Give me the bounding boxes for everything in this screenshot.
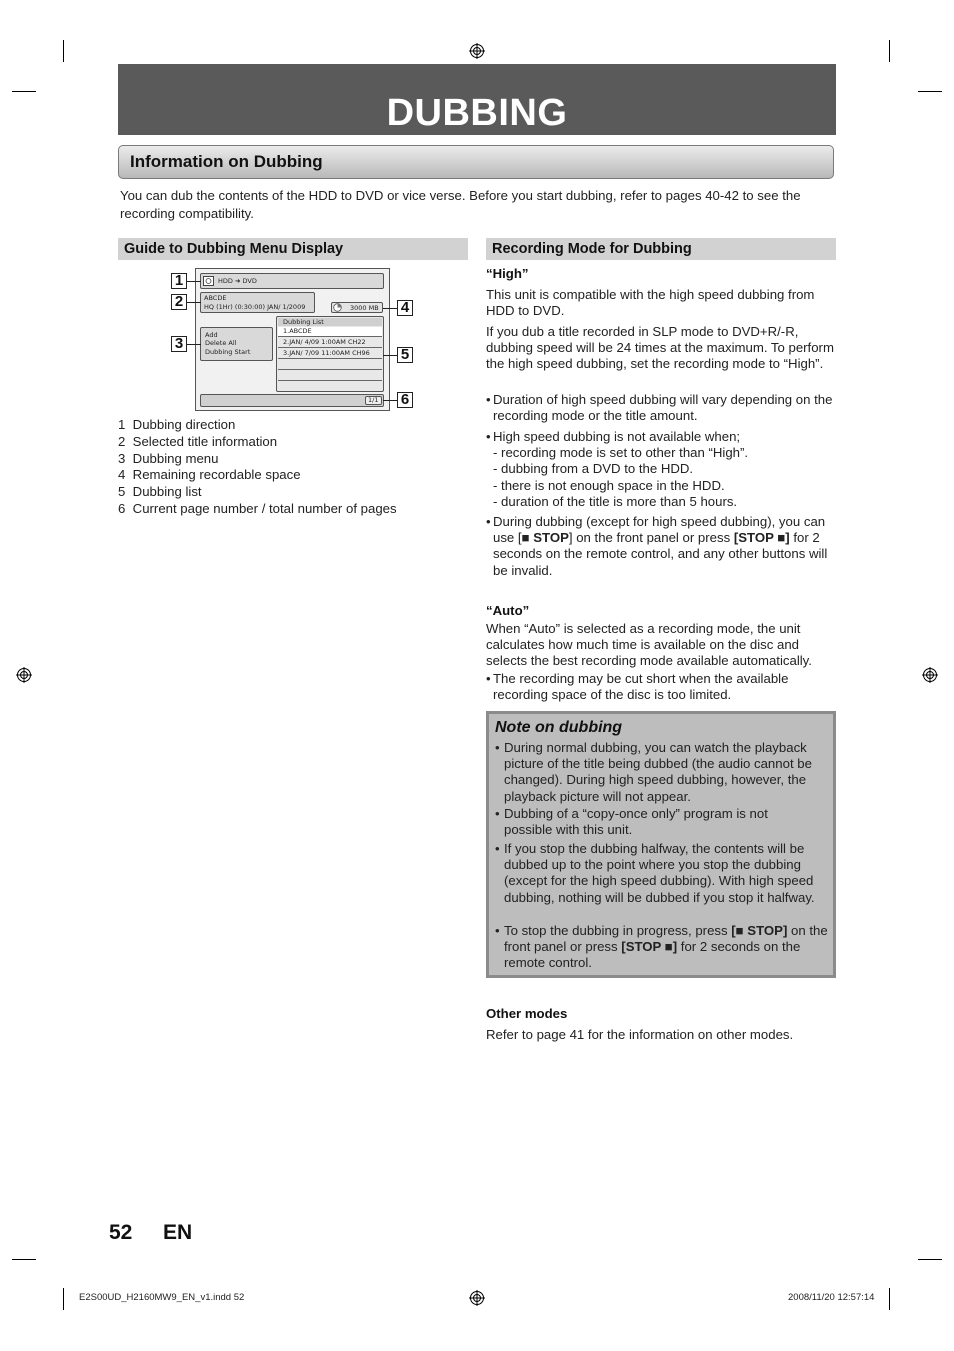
note-item-1: During normal dubbing, you can watch the playback picture of the title being dubbed (the audio cannot be changed). During high speed dubbing, however, the playback picture will not appear. — [504, 740, 812, 804]
other-modes-text: Refer to page 41 for the information on other modes. — [486, 1027, 794, 1042]
direction-text: HDD ➜ DVD — [218, 277, 257, 285]
legend-text: Selected title information — [132, 433, 278, 449]
high-p1: This unit is compatible with the high speed dubbing from HDD to DVD. — [486, 287, 815, 319]
footer-timestamp: 2008/11/20 12:57:14 — [788, 1292, 875, 1303]
note-item-2: Dubbing of a “copy-once only” program is not possible with this unit. — [504, 806, 768, 838]
bullet-dot: • — [486, 671, 491, 686]
text-run: ] on the front panel or press — [568, 530, 734, 546]
legend-text: Dubbing menu — [132, 450, 219, 466]
callout-line — [187, 281, 201, 282]
list-row-text: 3.JAN/ 7/09 11:00AM CH96 — [283, 349, 370, 357]
list-row-text: 1.ABCDE — [283, 327, 312, 335]
page-title: DUBBING — [386, 92, 568, 134]
high-bullet-2 — [493, 429, 836, 510]
language-code: EN — [163, 1221, 193, 1244]
bullet-dot: • — [495, 806, 500, 821]
legend-num: 6 — [118, 500, 126, 516]
list-row — [278, 360, 382, 370]
crop-mark — [12, 91, 36, 92]
legend-num: 2 — [118, 433, 126, 449]
text-run: for 2 seconds on the remote control, and any other buttons will be invalid. — [493, 530, 828, 578]
high-bullet-1: Duration of high speed dubbing will vary depending on the recording mode or the title amount. — [493, 392, 833, 424]
list-header: Dubbing List — [283, 318, 324, 326]
crop-mark — [918, 1259, 942, 1260]
callout-1: 1 — [171, 273, 187, 289]
registration-mark-icon — [469, 1290, 485, 1306]
legend-item — [118, 484, 463, 501]
callout-5: 5 — [397, 347, 413, 363]
menu-item-delete-all: Delete All — [205, 339, 237, 347]
stop-button-label: [STOP ■] — [733, 530, 790, 546]
bullet-dot: • — [486, 429, 491, 444]
page-number: 52 — [109, 1221, 133, 1244]
high-bullet-2-sub: - duration of the title is more than 5 hours. — [493, 493, 738, 509]
crop-mark — [63, 1288, 64, 1310]
guide-heading: Guide to Dubbing Menu Display — [124, 241, 344, 257]
crop-mark — [889, 1288, 890, 1310]
other-modes-label: Other modes — [486, 1006, 568, 1021]
stop-button-label: [STOP ■] — [621, 939, 678, 955]
hdd-space-icon — [333, 303, 342, 312]
legend-item — [118, 434, 463, 451]
disc-icon — [203, 276, 214, 286]
bullet-dot: • — [495, 740, 500, 755]
legend-num: 3 — [118, 450, 126, 466]
list-row-text: 2.JAN/ 4/09 1:00AM CH22 — [283, 338, 366, 346]
recording-heading: Recording Mode for Dubbing — [492, 241, 692, 257]
note-item-3: If you stop the dubbing halfway, the contents will be dubbed up to the point where you stop the dubbing (except for the high speed dubbing). With high speed dubbing, nothing will be dubbed if you stop it halfway. — [504, 841, 815, 905]
text-run: During dubbing (except for high speed dubbing), you can use [ — [493, 514, 826, 546]
high-bullet-3 — [493, 514, 836, 579]
section-title: Information on Dubbing — [130, 152, 323, 171]
list-row — [278, 382, 382, 390]
crop-mark — [918, 91, 942, 92]
high-p2: If you dub a title recorded in SLP mode to DVD+R/-R, dubbing speed will be 24 times at the maximum. To perform the high speed dubbing, set the recording mode to “High”. — [486, 324, 834, 372]
callout-line — [187, 302, 201, 303]
high-bullet-2-sub: - dubbing from a DVD to the HDD. — [493, 461, 694, 477]
registration-mark-icon — [469, 43, 485, 59]
legend-num: 5 — [118, 484, 126, 500]
page-indicator: 1/1 — [368, 396, 379, 404]
title-name: ABCDE — [204, 294, 227, 302]
legend-item — [118, 501, 463, 518]
menu-item-dubbing-start: Dubbing Start — [205, 348, 251, 356]
auto-bullet-1: The recording may be cut short when the available recording space of the disc is too limited. — [493, 671, 789, 703]
high-bullet-2-sub: - recording mode is set to other than “High”. — [493, 445, 749, 461]
callout-line — [187, 344, 201, 345]
stop-button-label: [■ STOP] — [731, 923, 788, 938]
callout-6: 6 — [397, 392, 413, 408]
legend-item — [118, 467, 463, 484]
crop-mark — [63, 40, 64, 62]
high-bullet-2-sub: - there is not enough space in the HDD. — [493, 477, 725, 493]
text-run: for 2 seconds on the remote control. — [504, 939, 801, 971]
remaining-space: 3000 MB — [350, 304, 379, 312]
legend-num: 1 — [118, 417, 126, 432]
crop-mark — [12, 1259, 36, 1260]
callout-line — [383, 355, 397, 356]
legend-item — [118, 417, 463, 434]
list-row — [278, 371, 382, 381]
high-bullet-2-lead: High speed dubbing is not available when; — [493, 429, 741, 444]
callout-line — [383, 400, 397, 401]
intro-paragraph: You can dub the contents of the HDD to DVD or vice verse. Before you start dubbing, refer to pages 40-42 to see the recording compatibility. — [120, 188, 801, 221]
text-run: To stop the dubbing in progress, press — [504, 923, 732, 938]
menu-item-add: Add — [205, 331, 218, 339]
page-bar — [200, 394, 384, 407]
legend-text: Dubbing list — [132, 484, 202, 500]
legend-text: Current page number / total number of pages — [132, 500, 397, 516]
bullet-dot: • — [486, 514, 491, 529]
bullet-dot: • — [495, 841, 500, 856]
auto-label: “Auto” — [486, 603, 530, 618]
auto-p1: When “Auto” is selected as a recording mode, the unit calculates how much time is available on the disc and selects the best recording mode available automatically. — [486, 621, 812, 669]
legend-text: Dubbing direction — [132, 417, 236, 432]
callout-2: 2 — [171, 294, 187, 310]
bullet-dot: • — [486, 392, 491, 407]
title-info: HQ (1Hr) (0:30:00) JAN/ 1/2009 — [204, 303, 306, 311]
note-title: Note on dubbing — [495, 719, 623, 736]
callout-3: 3 — [171, 336, 187, 352]
callout-line — [383, 308, 397, 309]
crop-mark — [889, 40, 890, 62]
registration-mark-icon — [922, 667, 938, 683]
text-run: on the front panel or press — [504, 923, 828, 955]
stop-button-label: ■ STOP — [521, 530, 569, 546]
legend-item — [118, 451, 463, 468]
registration-mark-icon — [16, 667, 32, 683]
high-label: “High” — [486, 266, 529, 281]
footer-file: E2S00UD_H2160MW9_EN_v1.indd 52 — [79, 1292, 245, 1303]
legend-text: Remaining recordable space — [132, 467, 301, 483]
callout-4: 4 — [397, 300, 413, 316]
note-item-4 — [504, 923, 830, 972]
bullet-dot: • — [495, 923, 500, 938]
legend-num: 4 — [118, 467, 126, 483]
legend-list — [118, 417, 463, 518]
